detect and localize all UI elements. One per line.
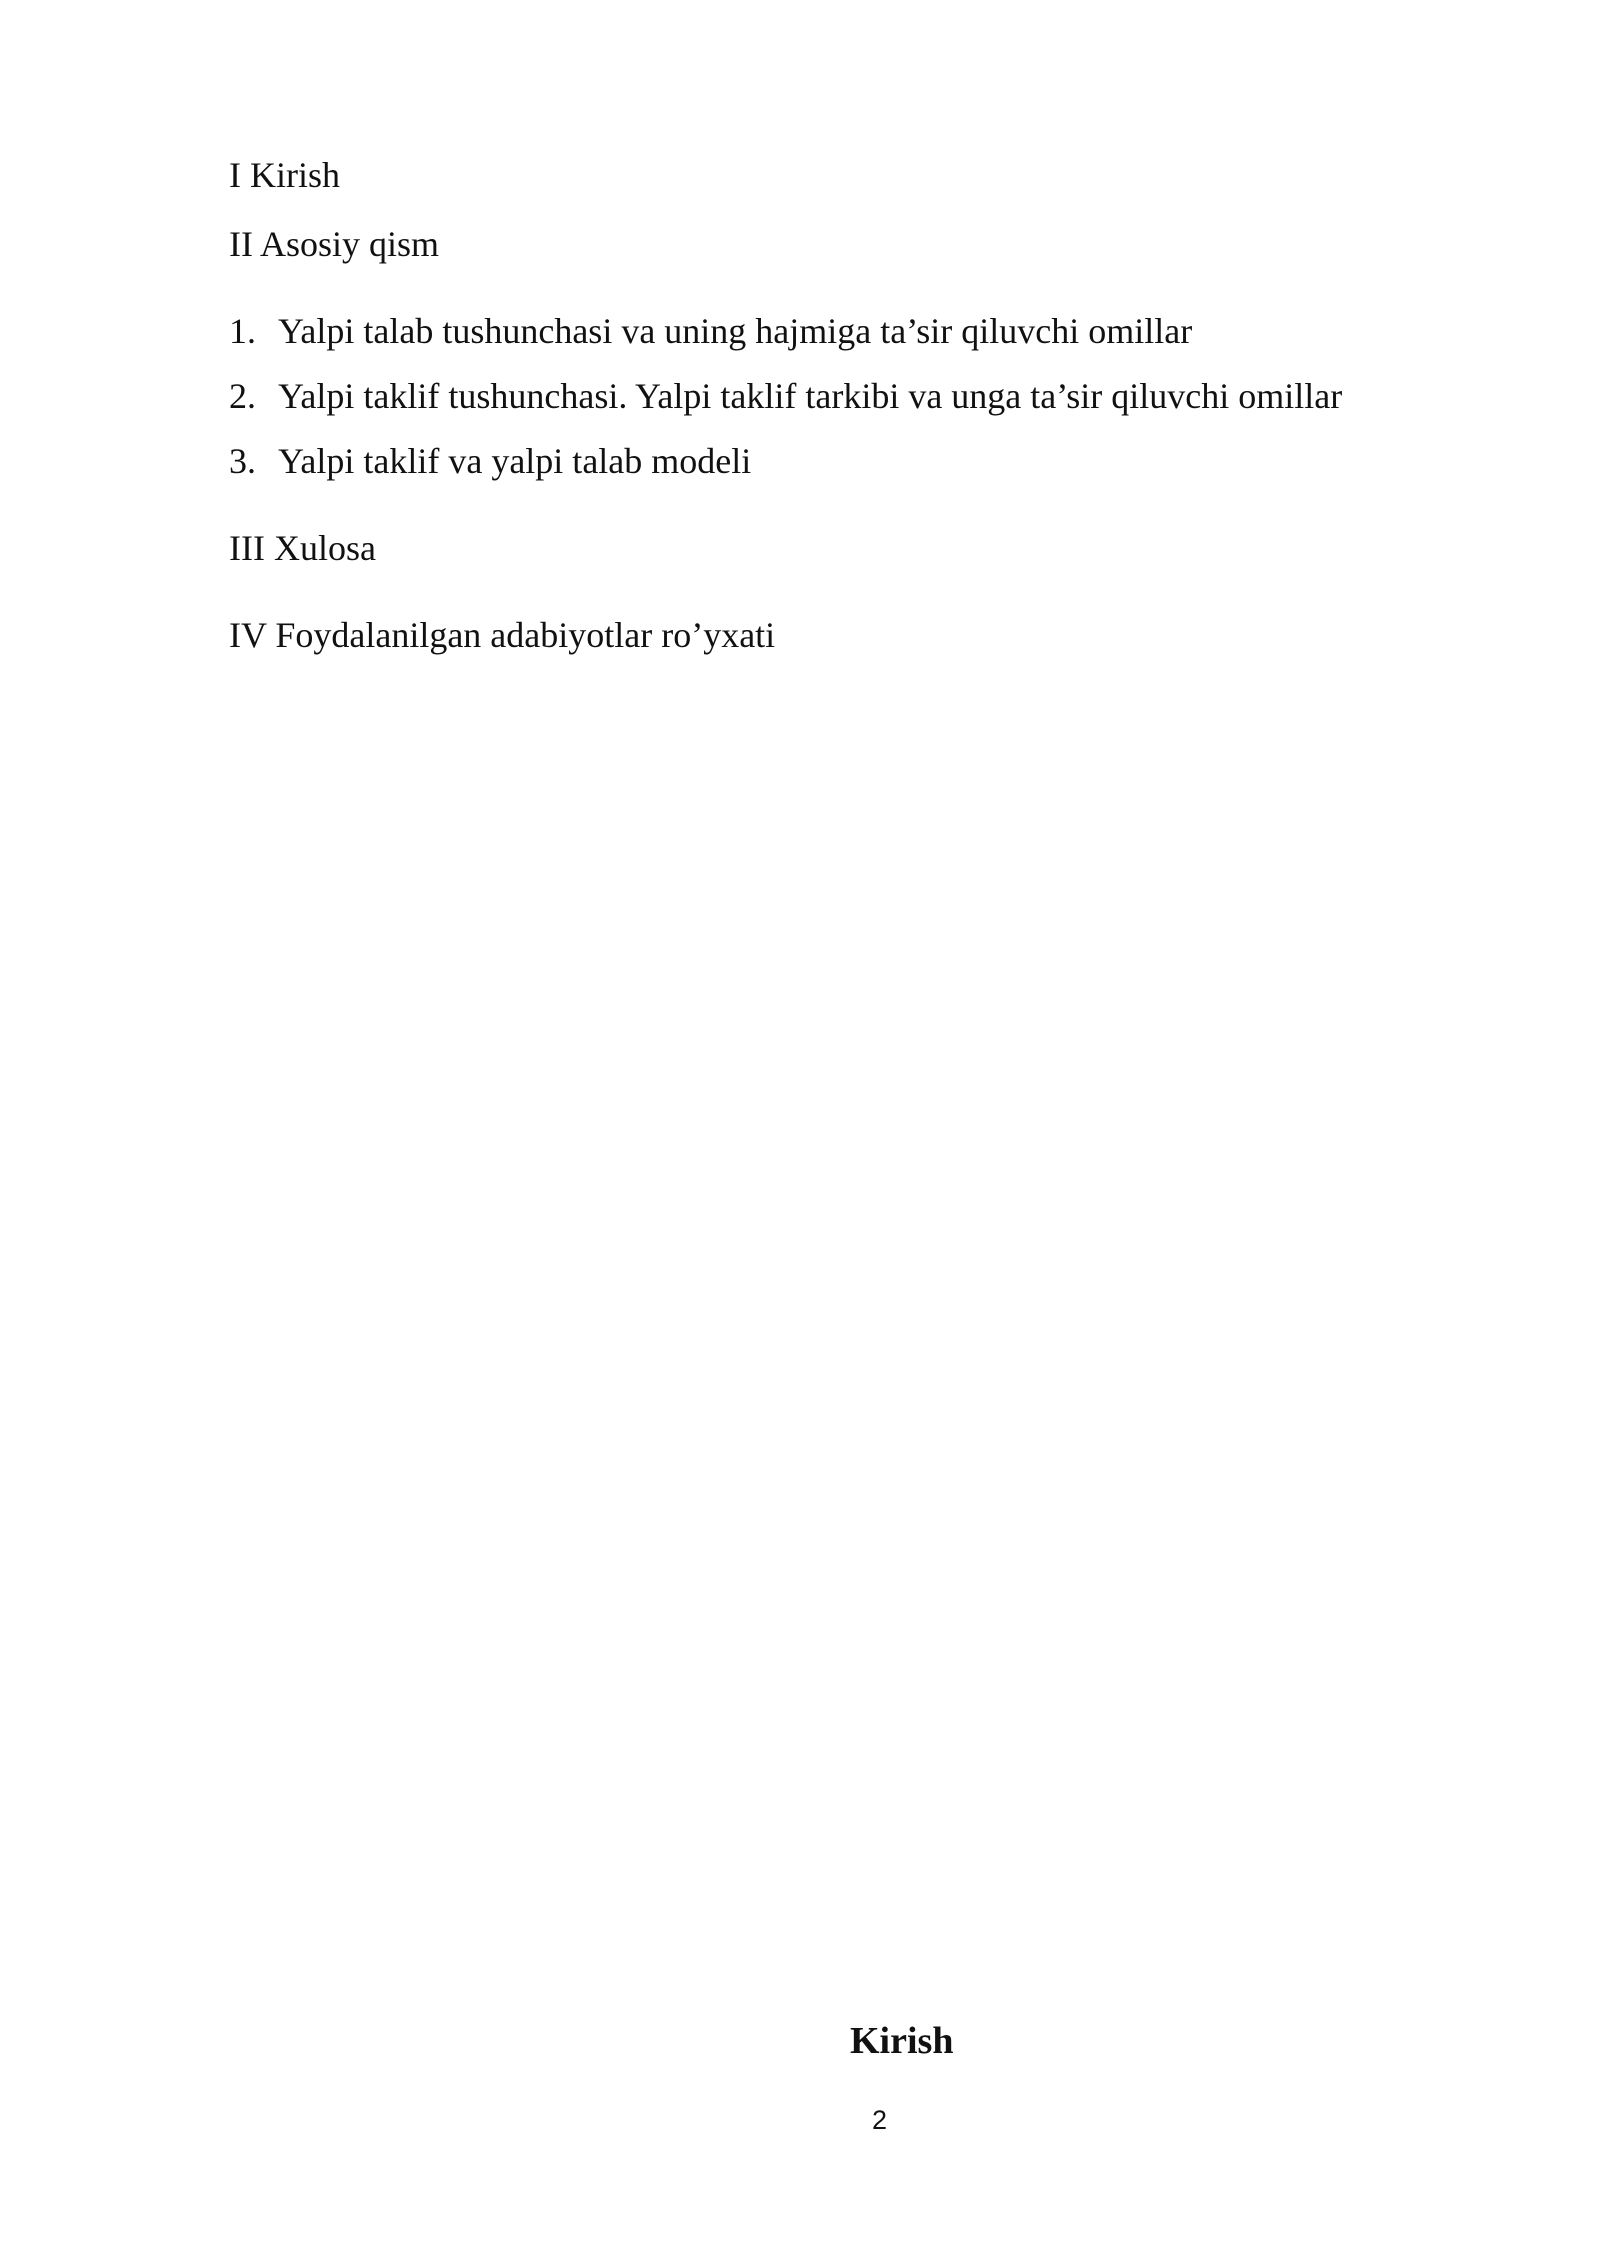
toc-references: IV Foydalanilgan adabiyotlar ro’yxati (229, 615, 776, 655)
toc-item (229, 309, 1192, 353)
toc-intro: I Kirish (229, 155, 340, 195)
toc-item-number: 3. (229, 441, 256, 481)
toc-main-part: II Asosiy qism (229, 224, 440, 264)
toc-item (229, 439, 751, 483)
toc-item-text: Yalpi taklif tushunchasi. Yalpi taklif tarkibi va unga ta’sir qiluvchi omillar (278, 376, 1343, 416)
toc-item-text: Yalpi taklif va yalpi talab modeli (278, 441, 752, 481)
toc-item-number: 2. (229, 376, 256, 416)
page-number: 2 (872, 2105, 888, 2135)
next-section-heading: Kirish (850, 2020, 954, 2062)
toc-item-number: 1. (229, 311, 256, 351)
toc-conclusion: III Xulosa (229, 528, 376, 568)
toc-item-text: Yalpi talab tushunchasi va uning hajmiga ta’sir qiluvchi omillar (278, 311, 1193, 351)
toc-item (229, 374, 1342, 418)
